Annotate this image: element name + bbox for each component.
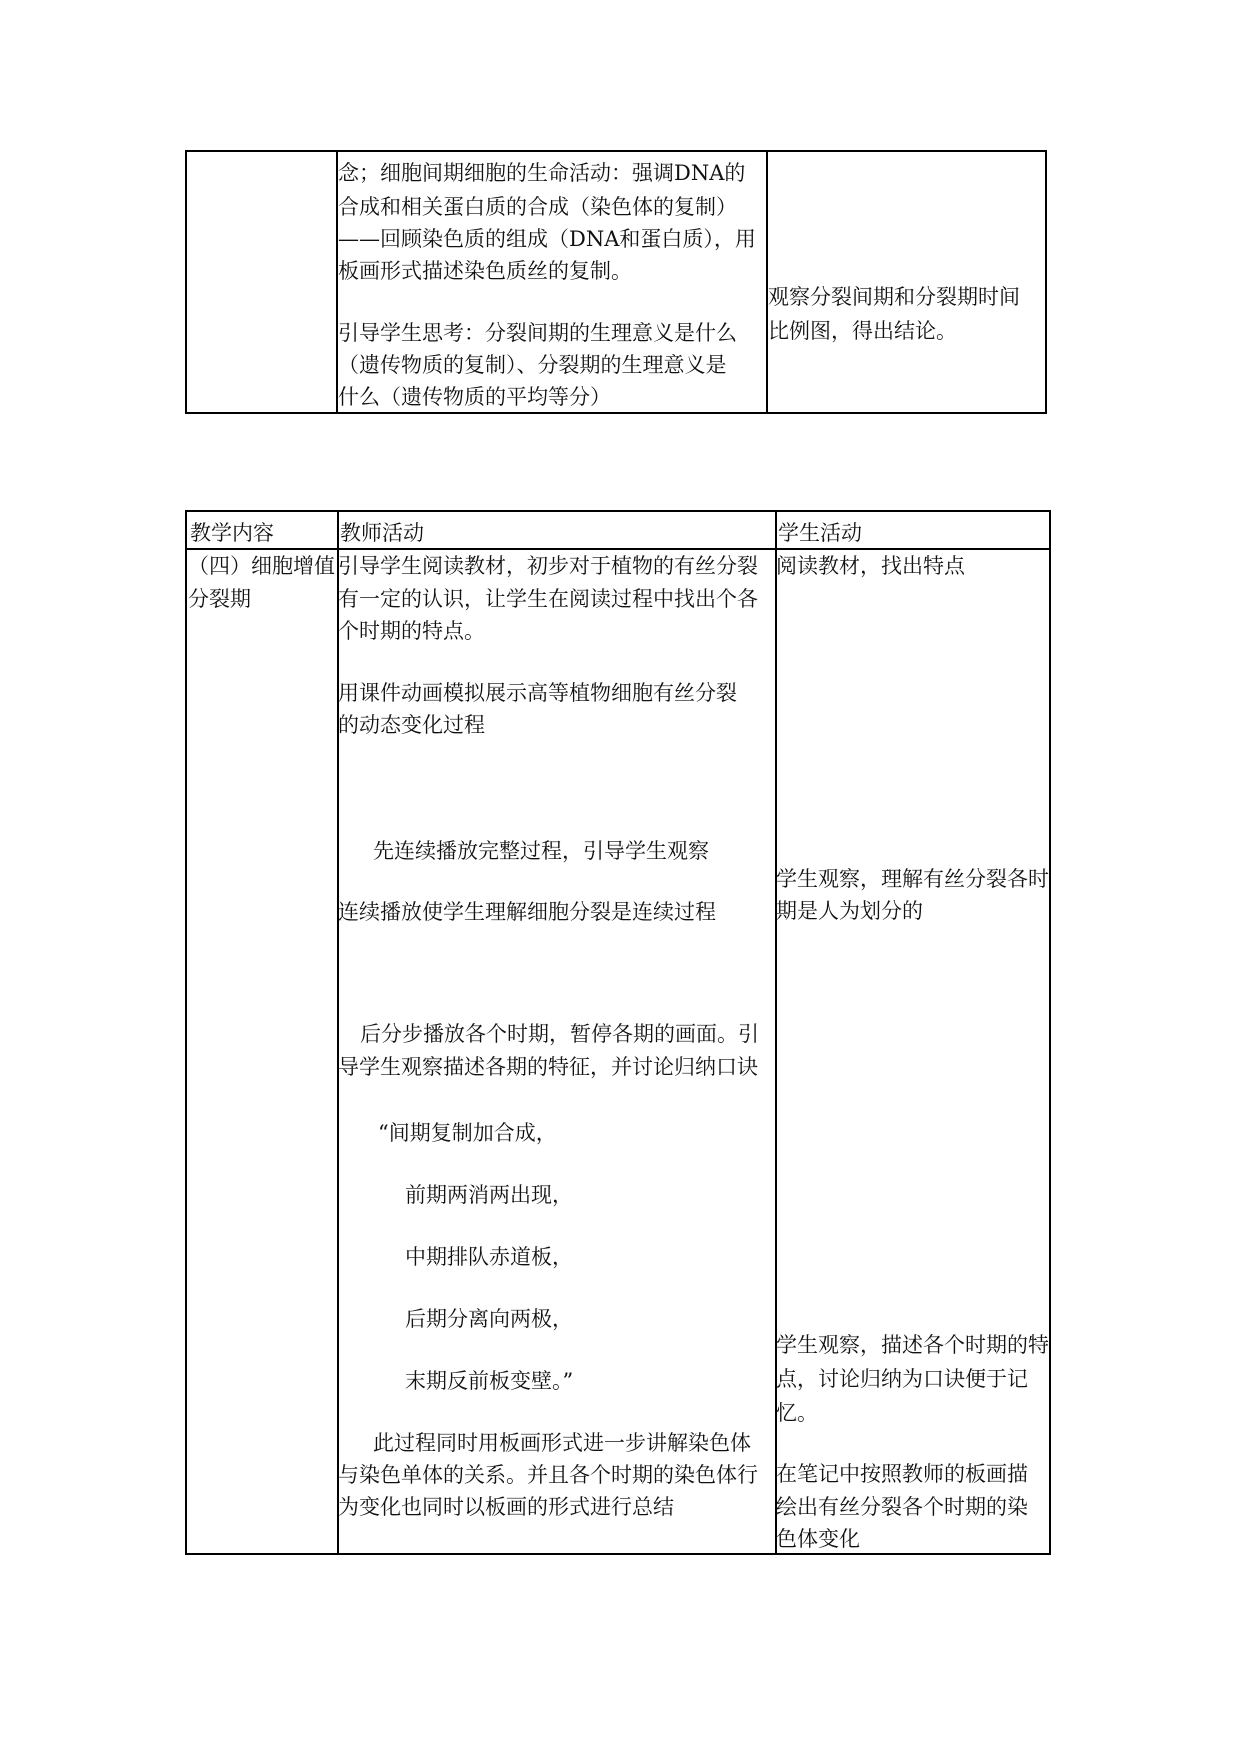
text-line: 与染色单体的关系。并且各个时期的染色体行 xyxy=(338,1463,758,1487)
text-line: 连续播放使学生理解细胞分裂是连续过程 xyxy=(338,900,716,924)
text-line: 引导学生阅读教材，初步对于植物的有丝分裂 xyxy=(338,554,758,578)
text-line: 什么（遗传物质的平均等分） xyxy=(338,385,611,409)
text-line: 先连续播放完整过程，引导学生观察 xyxy=(373,839,709,863)
text-line: 在笔记中按照教师的板画描 xyxy=(776,1462,1028,1486)
text-line: 合成和相关蛋白质的合成（染色体的复制） xyxy=(338,195,737,219)
text-line: 个时期的特点。 xyxy=(338,619,485,643)
text-line: 的动态变化过程 xyxy=(338,713,485,737)
header-teacher-activity: 教师活动 xyxy=(340,521,424,545)
text-line: 有一定的认识，让学生在阅读过程中找出个各 xyxy=(338,587,758,611)
text-line: 念；细胞间期细胞的生命活动：强调DNA的 xyxy=(338,161,746,185)
text-line: 分裂期 xyxy=(188,587,251,611)
text-line: 学生观察，描述各个时期的特 xyxy=(776,1333,1049,1357)
text-line: 期是人为划分的 xyxy=(776,899,923,923)
text-line: 观察分裂间期和分裂期时间 xyxy=(768,285,1020,309)
text-line: 比例图，得出结论。 xyxy=(768,319,957,343)
text-line: 导学生观察描述各期的特征，并讨论归纳口诀 xyxy=(338,1055,758,1079)
text-line: 忆。 xyxy=(776,1401,818,1425)
text-line: 学生观察，理解有丝分裂各时 xyxy=(776,867,1049,891)
text-line: 阅读教材，找出特点 xyxy=(776,554,965,578)
rhyme-line: 末期反前板变壁。” xyxy=(405,1369,574,1393)
text-line: 后分步播放各个时期，暂停各期的画面。引 xyxy=(360,1022,759,1046)
text-line: 点，讨论归纳为口诀便于记 xyxy=(776,1367,1028,1391)
text-line: 为变化也同时以板画的形式进行总结 xyxy=(338,1495,674,1519)
text-line: 板画形式描述染色质丝的复制。 xyxy=(338,259,632,283)
header-student-activity: 学生活动 xyxy=(778,521,862,545)
text-line: 引导学生思考：分裂间期的生理意义是什么 xyxy=(338,321,737,345)
text-line: （四）细胞增值 xyxy=(188,554,335,578)
text-line: （遗传物质的复制）、分裂期的生理意义是 xyxy=(338,353,727,377)
text-line: 用课件动画模拟展示高等植物细胞有丝分裂 xyxy=(338,681,737,705)
table-column-divider xyxy=(337,512,339,1553)
rhyme-line: 前期两消两出现， xyxy=(405,1183,573,1207)
text-line: 绘出有丝分裂各个时期的染 xyxy=(776,1495,1028,1519)
rhyme-line: 后期分离向两极， xyxy=(405,1307,573,1331)
text-line: 此过程同时用板画形式进一步讲解染色体 xyxy=(373,1431,751,1455)
rhyme-line: 中期排队赤道板， xyxy=(405,1245,573,1269)
text-line: 色体变化 xyxy=(776,1527,860,1551)
text-line: ——回顾染色质的组成（DNA和蛋白质），用 xyxy=(338,227,756,251)
header-teaching-content: 教学内容 xyxy=(190,521,274,545)
rhyme-line: “间期复制加合成， xyxy=(378,1121,557,1145)
